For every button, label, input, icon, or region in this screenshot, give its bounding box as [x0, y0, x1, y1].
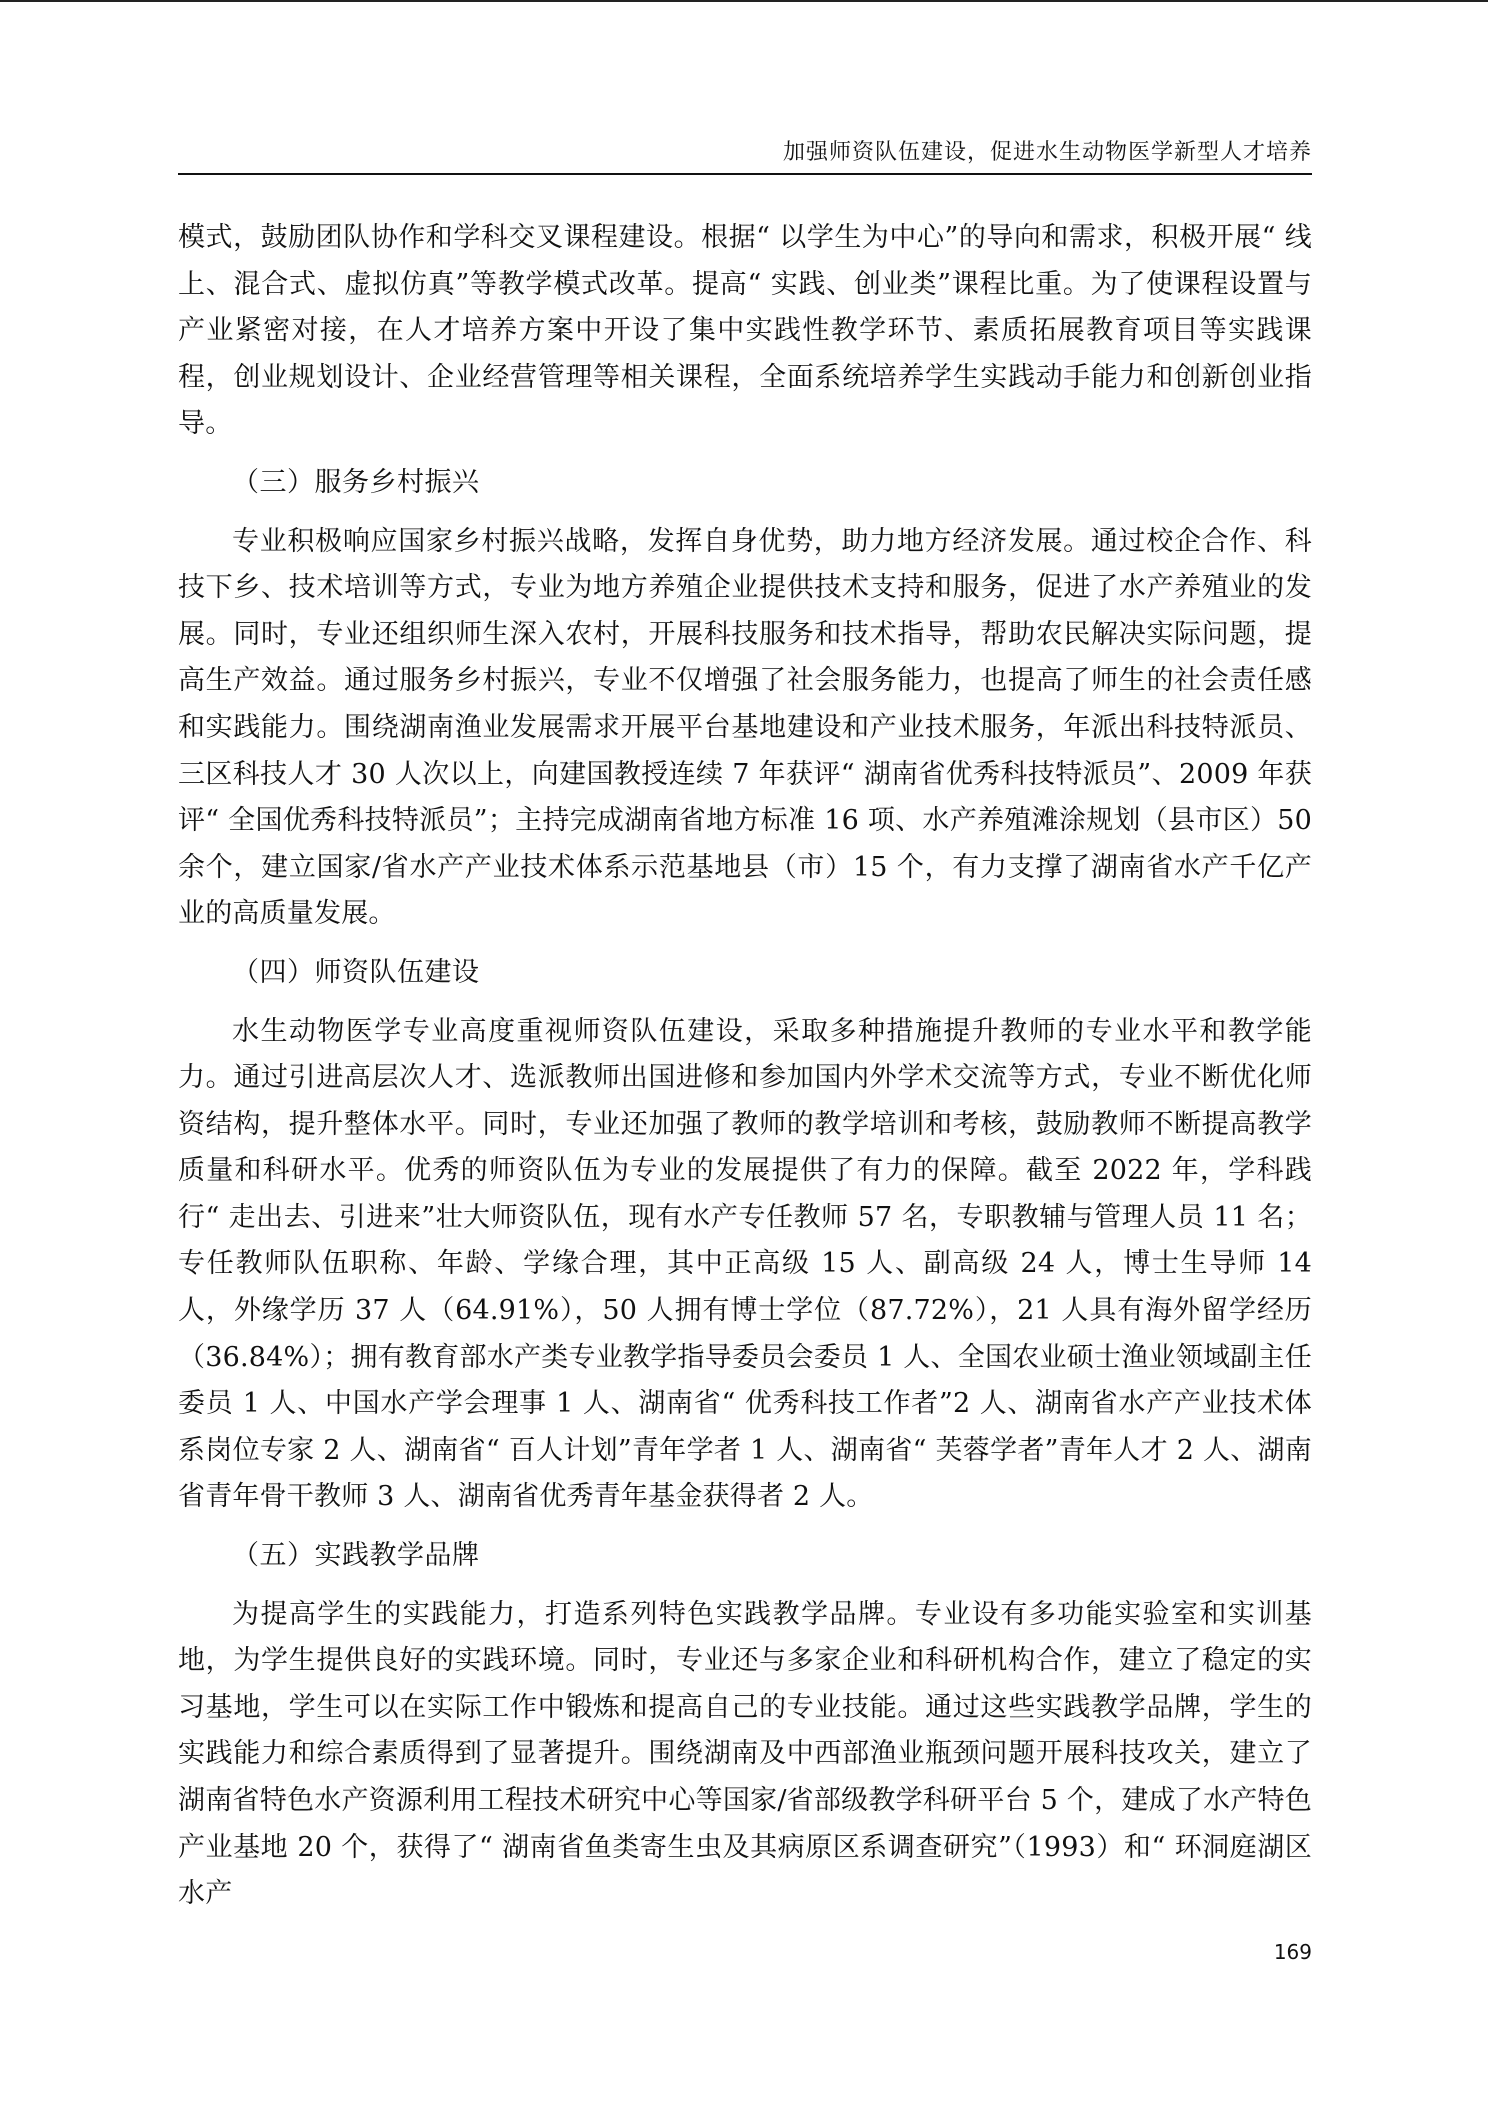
header-title: 加强师资队伍建设，促进水生动物医学新型人才培养 — [782, 140, 1312, 165]
section-heading-rural-revitalization: （三）服务乡村振兴 — [232, 466, 480, 498]
paragraph-practice-brand: 为提高学生的实践能力，打造系列特色实践教学品牌。专业设有多功能实验室和实训基地，为学生提供良好的实践环境。同时，专业还与多家企业和科研机构合作，建立了稳定的实习基地，学生可以在实际工作中锻炼和提高自己的专业技能。通过这些实践教学品牌，学生的实践能力和综合素质得到了显著提升。围绕湖南及中西部渔业瓶颈问题开展科技攻关，建立了湖南省特色水产资源利用工程技术研究中心等国家/省部级教学科研平台 5 个，建成了水产特色产业基地 20 个，获得了“ 湖南省鱼类寄生虫及其病原区系调查研究”（1993）和“ 环洞庭湖区水产 — [178, 1598, 1312, 1910]
section-heading-practice-brand: （五）实践教学品牌 — [232, 1540, 480, 1572]
paragraph-continued: 模式，鼓励团队协作和学科交叉课程建设。根据“ 以学生为中心”的导向和需求，积极开展“ 线上、混合式、虚拟仿真”等教学模式改革。提高“ 实践、创业类”课程比重。为了使课程设置与产业紧密对接，在人才培养方案中开设了集中实践性教学环节、素质拓展教育项目等实践课程，创业规划设计、企业经营管理等相关课程，全面系统培养学生实践动手能力和创新创业指导。 — [178, 222, 1312, 440]
paragraph-faculty-building: 水生动物医学专业高度重视师资队伍建设，采取多种措施提升教师的专业水平和教学能力。通过引进高层次人才、选派教师出国进修和参加国内外学术交流等方式，专业不断优化师资结构，提升整体水平。同时，专业还加强了教师的教学培训和考核，鼓励教师不断提高教学质量和科研水平。优秀的师资队伍为专业的发展提供了有力的保障。截至 2022 年，学科践行“ 走出去、引进来”壮大师资队伍，现有水产专任教师 57 名，专职教辅与管理人员 11 名；专任教师队伍职称、年龄、学缘合理，其中正高级 15 人、副高级 24 人，博士生导师 14 人，外缘学历 37 人（64.91%），50 人拥有博士学位（87.72%），21 人具有海外留学经历（36.84%）；拥有教育部水产类专业教学指导委员会委员 1 人、全国农业硕士渔业领域副主任委员 1 人、中国水产学会理事 1 人、湖南省“ 优秀科技工作者”2 人、湖南省水产产业技术体系岗位专家 2 人、湖南省“ 百人计划”青年学者 1 人、湖南省“ 芙蓉学者”青年人才 2 人、湖南省青年骨干教师 3 人、湖南省优秀青年基金获得者 2 人。 — [178, 1015, 1312, 1513]
paragraph-rural-revitalization: 专业积极响应国家乡村振兴战略，发挥自身优势，助力地方经济发展。通过校企合作、科技下乡、技术培训等方式，专业为地方养殖企业提供技术支持和服务，促进了水产养殖业的发展。同时，专业还组织师生深入农村，开展科技服务和技术指导，帮助农民解决实际问题，提高生产效益。通过服务乡村振兴，专业不仅增强了社会服务能力，也提高了师生的社会责任感和实践能力。围绕湖南渔业发展需求开展平台基地建设和产业技术服务，年派出科技特派员、三区科技人才 30 人次以上，向建国教授连续 7 年获评“ 湖南省优秀科技特派员”、2009 年获评“ 全国优秀科技特派员”；主持完成湖南省地方标准 16 项、水产养殖滩涂规划（县市区）50 余个，建立国家/省水产产业技术体系示范基地县（市）15 个，有力支撑了湖南省水产千亿产业的高质量发展。 — [178, 525, 1312, 930]
page-number: 169 — [1273, 1940, 1312, 1964]
page-body — [178, 215, 1312, 1918]
running-header — [178, 133, 1312, 175]
top-border-line — [0, 0, 1488, 2]
section-heading-faculty-building: （四）师资队伍建设 — [232, 956, 480, 988]
